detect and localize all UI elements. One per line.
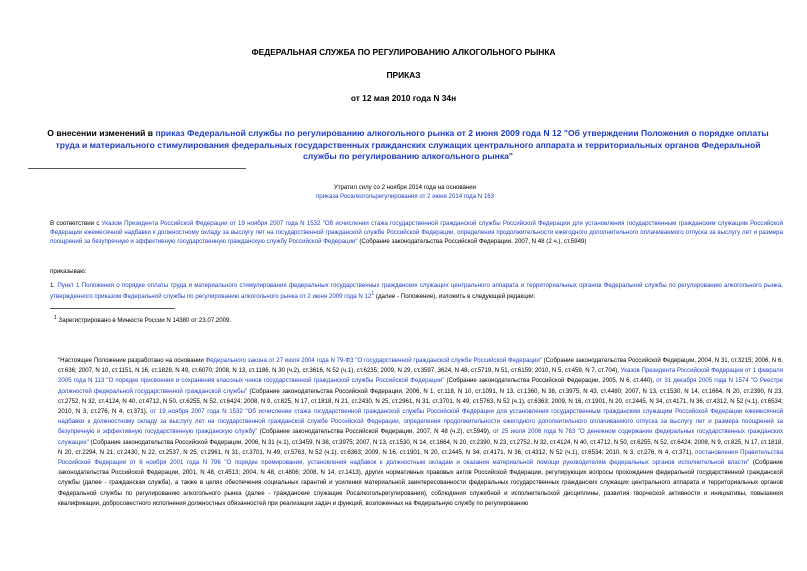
new-wording-paragraph <box>58 356 783 509</box>
quote-text-4: (Собрание законодательства Российской Федерации, 2006, N 1, ст.118, N 10, ст.1091, N 13, ст.1360, N 38, ст.3975, N 43, ст.4480; 2007, N 13, ст.1530, N 14, ст.1664, N 20, ст.2390, N 23, ст.2752, N 32, ст.4124, N 40, ст.4712, N 50, ст.6255, N 52, ст.6424; 2008, N 9, ст.825, N 17, ст.1818, N 21, ст.2430, N 25, ст.2961, N 31, ст.3701, N 49, ст.5763, N 52 (ч.1), ст.6363; 2009, N 16, ст.1901, N 20, ст.2445, N 34, ст.4171, N 36, ст.4312, N 52 (ч.1), ст.6534; 2010, N 3, ст.276, N 4, ст.371), <box>58 387 783 416</box>
decree-1532-link[interactable]: Указом Президента Российской Федерации от 19 ноября 2007 года N 1532 "Об исчислении стажа государственной гражданской службы Российской Федерации для установления государственным гражданским служащим Российской Федерации ежемесячной надбавки к должностному окладу за выслугу лет на государственной гражданской службе Российской Федерации, определения продолжительности ежегодного дополнительного оплачиваемого отпуска за выслугу лет и размера поощрений за безупречную и эффективную государственную гражданскую службу Российской Федерации" <box>50 220 784 245</box>
preamble-paragraph <box>50 219 783 246</box>
org-heading: ФЕДЕРАЛЬНАЯ СЛУЖБА ПО РЕГУЛИРОВАНИЮ АЛКОГОЛЬНОГО РЫНКА <box>251 47 556 57</box>
footnote-divider <box>50 308 175 309</box>
decree-763-link[interactable]: от 25 июля 2006 года N 763 "О денежном содержании федеральных государственных гражданских служащих" <box>58 428 783 446</box>
quote-text-3: (Собрание законодательства Российской Федерации, 2005, N 6, ст.440), <box>444 377 657 385</box>
title-order-link[interactable]: приказ Федеральной службы по регулированию алкогольного рынка от 2 июня 2009 года N 12 "Об утверждении Положения о порядке оплаты труда и материального стимулирования федеральных государственных гражданских служащих центрального аппарата и территориальных органов Федеральной службы по регулированию алкогольного рынка" <box>55 128 769 161</box>
footnote-mark: 1 <box>54 315 57 321</box>
decree-1574-link[interactable]: от 31 декабря 2005 года N 1574 "О Реестре должностей федеральной государственной гражданской службы" <box>58 377 784 395</box>
item-1-text-end: (далее - Положение), изложить в следующей редакции: <box>374 293 536 301</box>
preamble-text-end: (Собрание законодательства Российской Федерации, 2007, N 48 (2 ч.), ст.5949) <box>357 238 587 245</box>
doc-date-heading: от 12 мая 2010 года N 34н <box>350 93 457 103</box>
title-divider <box>28 168 246 169</box>
resolution-796-link[interactable]: постановления Правительства Российской Федерации от 6 ноября 2001 года N 796 "О порядке премирования, установления надбавок к должностным окладам и оказания материальной помощи руководителям федеральных органов исполнительной власти" <box>58 448 783 467</box>
footnote-text: Зарегистрировано в Минюсте России N 14380 от 23.07.2009. <box>56 317 232 325</box>
decree-113-link[interactable]: Указов Президента Российской Федерации от 1 февраля 2005 года N 113 "О порядке присвоения и сохранения классных чинов государственной гражданской службы Российской Федерации" <box>58 367 784 385</box>
preamble-text-start: В соответствии с <box>50 220 102 227</box>
quote-text-5: (Собрание законодательства Российской Федерации, 2007, N 48 (ч.2), ст.5949), <box>257 428 494 436</box>
doc-type-heading: ПРИКАЗ <box>386 70 421 80</box>
lost-force-text: Утратил силу со 2 ноября 2014 года на основании <box>333 184 477 191</box>
lost-force-note <box>260 183 550 201</box>
item-1-paragraph <box>50 281 783 301</box>
decree-1532-quote-link[interactable]: от 19 ноября 2007 года N 1532 "Об исчислении стажа государственной гражданской службы Российской Федерации для установления государственным гражданским служащим Российской Федерации ежемесячной надбавки к должностному окладу за выслугу лет на государственной гражданской службе Российской Федерации, определения продолжительности ежегодного дополнительного оплачиваемого отпуска за выслугу лет и размера поощрений за безупречную и эффективную государственную гражданскую службу" <box>58 408 783 436</box>
footnote-ref[interactable]: 1 <box>371 291 375 297</box>
document-title <box>38 128 778 163</box>
footnote <box>54 315 231 324</box>
quote-text-2: (Собрание законодательства Российской Федерации, 2004, N 31, ст.3215; 2006, N 6, ст.636; 2007, N 10, ст.1151, N 16, ст.1828, N 49, ст.6070; 2008, N 13, ст.1186, N 30 (ч.2), ст.3616, N 52 (ч.1), ст.6235; 2009, N 29, ст.3597, 3624, N 48, ст.5719, N 51, ст.6159; 2010, N 5, ст.459, N 7, ст.704), <box>58 357 783 375</box>
quote-text-7: (Собрание законодательства Российской Федерации, 2001, N 48, ст.4513; 2004, N 48, ст.4806; 2008, N 14, ст.1413), других нормативных правовых актов Российской Федерации, регулирующих вопросы прохождения федеральной государственной гражданской службы (далее - гражданская служба), а также в целях обеспечения социальных гарантий и усиления материальной заинтересованности федеральных государственных гражданских служащих центрального аппарата и территориальных органов Федеральной службы по регулированию алкогольного рынка (далее - гражданские служащие Росалкогольрегулирования), соблюдения служебной и исполнительской дисциплины, развития творческой активности и инициативы, повышения квалификации, добросовестного исполнения должностных обязанностей при реализации задач и функций, возложенных на Федеральную службу по регулированию <box>58 459 783 507</box>
lost-force-link[interactable]: приказа Росалкогольрегулирования от 2 июня 2014 года N 163 <box>315 193 495 200</box>
order-word: приказываю: <box>50 268 87 275</box>
quote-text-1: "Настоящее Положение разработано на основании <box>58 357 206 364</box>
quote-text-6: (Собрание законодательства Российской Федерации, 2006, N 31 (ч.1), ст.3459, N 38, ст.3975; 2007, N 13, ст.1530, N 14, ст.1664, N 20, ст.2390, N 23, ст.2752, N 32, ст.4124, N 40, ст.4712, N 50, ст.6255, N 52, ст.6424; 2008, N 9, ст.825, N 17, ст.1818, N 20, ст.2294, N 21, ст.2430, N 22, ст.2537, N 25, ст.2961, N 31, ст.3701, N 49, ст.5763, N 52 (ч.1), ст.6363; 2009, N 16, ст.1901, N 20, ст.2445, N 34, ст.4171, N 36, ст.4312, N 52 (ч.1), ст.6534; 2010, N 3, ст.276, N 4, ст.371), <box>58 438 783 456</box>
title-prefix: О внесении изменений в <box>47 128 156 138</box>
item-1-link[interactable]: Пункт 1 Положения о порядке оплаты труда и материального стимулирования федеральных государственных гражданских служащих центрального аппарата и территориальных органов Федеральной службы по регулированию алкогольного рынка, утвержденного приказом Федеральной службы по регулированию алкогольного рынка от 2 июня 2009 года N 12 <box>50 282 783 301</box>
law-79-fz-link[interactable]: Федерального закона от 27 июля 2004 года N 79-ФЗ "О государственной гражданской службе Российской Федерации" <box>205 357 542 364</box>
item-1-number: 1. <box>50 282 58 289</box>
